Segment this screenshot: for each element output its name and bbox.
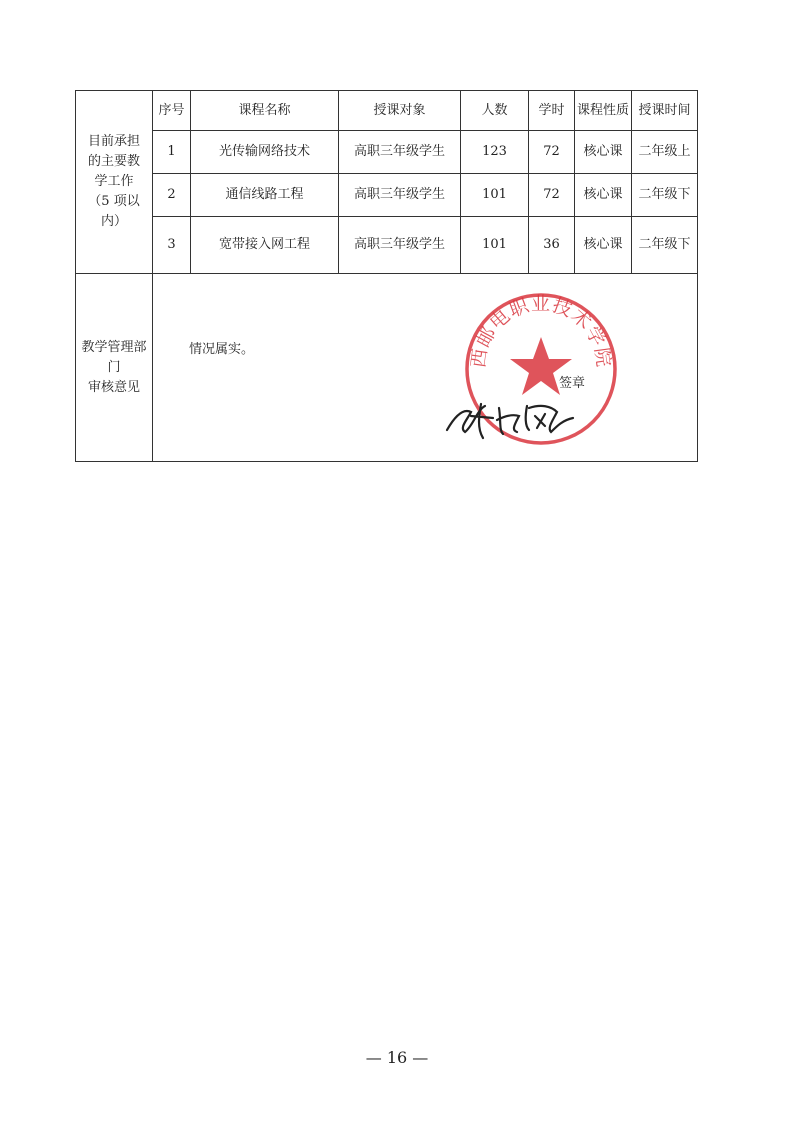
row-time: 二年级下 <box>632 174 698 217</box>
table-row <box>76 174 698 217</box>
seal-text: 西邮电职业技术学院 <box>467 293 615 370</box>
review-content-cell <box>153 274 698 462</box>
row-target: 高职三年级学生 <box>339 174 461 217</box>
row-type: 核心课 <box>575 174 632 217</box>
row-course: 光传输网络技术 <box>191 131 339 174</box>
row-time: 二年级下 <box>632 217 698 274</box>
header-count: 人数 <box>461 91 529 131</box>
header-time: 授课时间 <box>632 91 698 131</box>
row-time: 二年级上 <box>632 131 698 174</box>
row-type: 核心课 <box>575 131 632 174</box>
row-target: 高职三年级学生 <box>339 131 461 174</box>
header-no: 序号 <box>153 91 191 131</box>
side-label-line: （5 项以 <box>88 194 140 209</box>
review-text: 情况属实。 <box>189 342 255 357</box>
side-label-line: 学工作 <box>94 174 134 189</box>
review-label-line: 审核意见 <box>87 379 140 395</box>
row-count: 101 <box>461 174 529 217</box>
row-type: 核心课 <box>575 217 632 274</box>
row-count: 101 <box>461 217 529 274</box>
review-label <box>76 274 153 462</box>
teaching-work-label <box>76 91 153 274</box>
review-row <box>76 274 698 462</box>
side-label-line: 的主要教 <box>87 154 140 169</box>
row-no: 2 <box>153 174 191 217</box>
row-hours: 36 <box>529 217 575 274</box>
page-number: — 16 — <box>365 1048 429 1067</box>
row-course: 宽带接入网工程 <box>191 217 339 274</box>
review-label-line: 教学管理部门 <box>81 339 147 375</box>
side-label-line: 内） <box>100 214 127 229</box>
header-target: 授课对象 <box>339 91 461 131</box>
row-no: 3 <box>153 217 191 274</box>
row-hours: 72 <box>529 131 575 174</box>
row-hours: 72 <box>529 174 575 217</box>
side-label-line: 目前承担 <box>87 134 140 149</box>
header-row <box>76 91 698 131</box>
header-type: 课程性质 <box>575 91 632 131</box>
row-target: 高职三年级学生 <box>339 217 461 274</box>
sign-label: 签章 <box>559 376 586 391</box>
row-no: 1 <box>153 131 191 174</box>
row-count: 123 <box>461 131 529 174</box>
header-course: 课程名称 <box>191 91 339 131</box>
row-course: 通信线路工程 <box>191 174 339 217</box>
handwritten-signature-icon <box>441 386 581 446</box>
header-hours: 学时 <box>529 91 575 131</box>
table-row <box>76 131 698 174</box>
table-row <box>76 217 698 274</box>
teaching-work-table <box>75 90 698 462</box>
